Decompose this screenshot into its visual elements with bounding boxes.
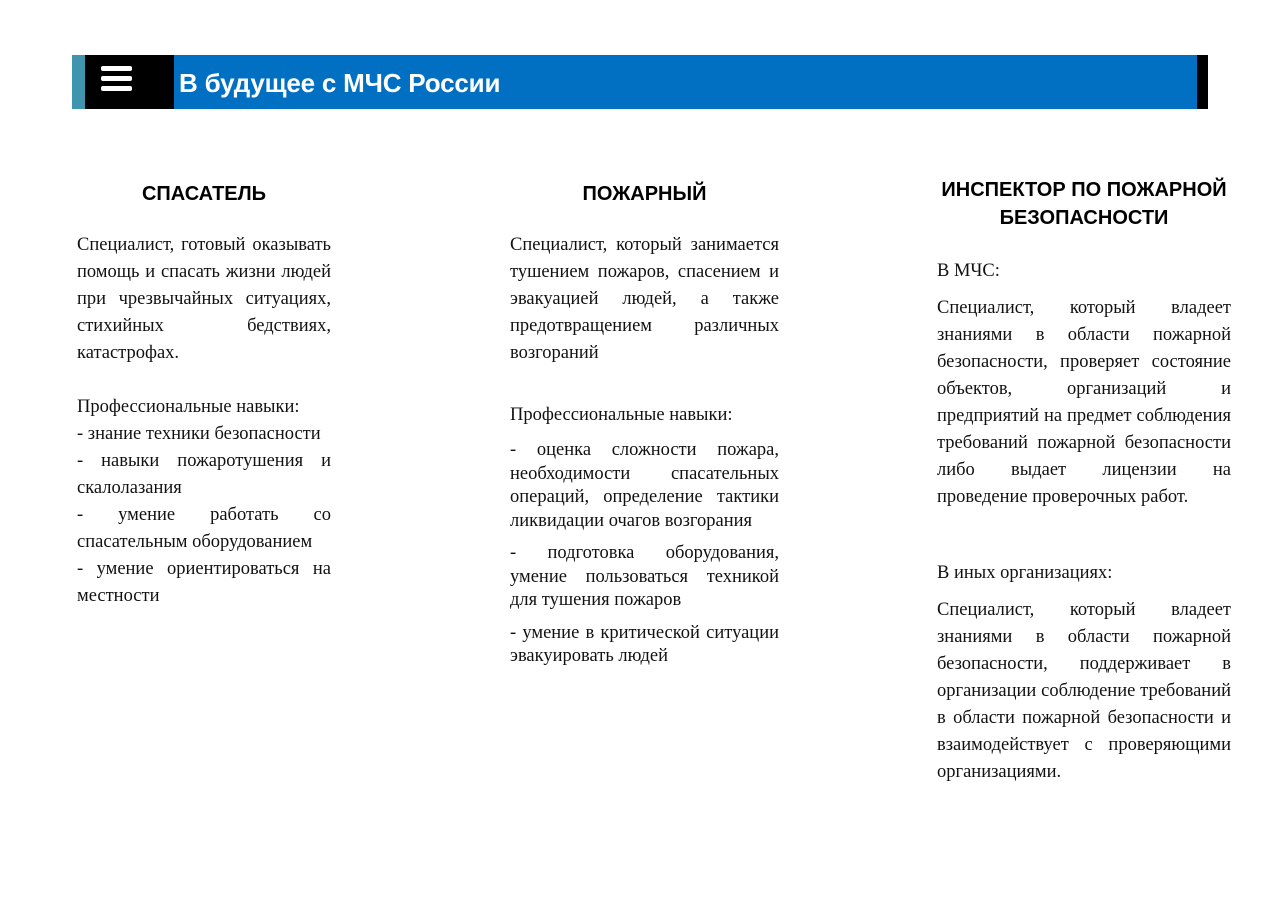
column-intro: Специалист, готовый оказывать помощь и спасать жизни людей при чрезвычайных ситуациях, стихийных бедствиях, катастрофах. (77, 235, 331, 363)
skill-item: - умение работать со спасательным оборудованием (77, 505, 331, 552)
skill-item: - знание техники безопасности (77, 424, 321, 444)
skills-title: Профессиональные навыки: (510, 405, 733, 425)
page-title: В будущее с МЧС России (179, 68, 501, 98)
other-orgs-label: В иных организациях: (937, 563, 1113, 583)
column-inspector (937, 176, 1231, 786)
skill-item: - оценка сложности пожара, необходимости спасательных операций, определение тактики ликвидации очагов возгорания (510, 440, 779, 531)
column-heading: СПАСАТЕЛЬ (141, 183, 267, 205)
column-firefighter (510, 180, 779, 669)
mchs-description: Специалист, который владеет знаниями в области пожарной безопасности, проверяет состояние объектов, организаций и предприятий на предмет соблюдения требований пожарной безопасности либо выдает лицензии на проведение проверочных работ. (937, 298, 1231, 507)
skill-item: - подготовка оборудования, умение пользоваться техникой для тушения пожаров (510, 543, 779, 610)
hamburger-menu-icon[interactable] (101, 66, 132, 92)
skill-item: - умение ориентироваться на местности (77, 559, 331, 606)
skill-item: - навыки пожаротушения и скалолазания (77, 451, 331, 498)
header-accent-right (1197, 55, 1208, 109)
skills-title: Профессиональные навыки: (77, 397, 300, 417)
mchs-label: В МЧС: (937, 261, 1000, 281)
header-accent-left (72, 55, 85, 109)
menu-block (85, 55, 174, 109)
column-intro: Специалист, который занимается тушением пожаров, спасением и эвакуацией людей, а также предотвращением различных возгораний (510, 235, 779, 363)
column-rescuer (77, 180, 331, 610)
column-heading: ИНСПЕКТОР ПО ПОЖАРНОЙ БЕЗОПАСНОСТИ (941, 179, 1227, 229)
column-heading: ПОЖАРНЫЙ (582, 183, 707, 205)
skill-item: - умение в критической ситуации эвакуировать людей (510, 622, 779, 666)
other-orgs-description: Специалист, который владеет знаниями в области пожарной безопасности, поддерживает в организации соблюдение требований в области пожарной безопасности и взаимодействует с проверяющими организациями. (937, 600, 1231, 782)
header-bar (72, 55, 1208, 109)
